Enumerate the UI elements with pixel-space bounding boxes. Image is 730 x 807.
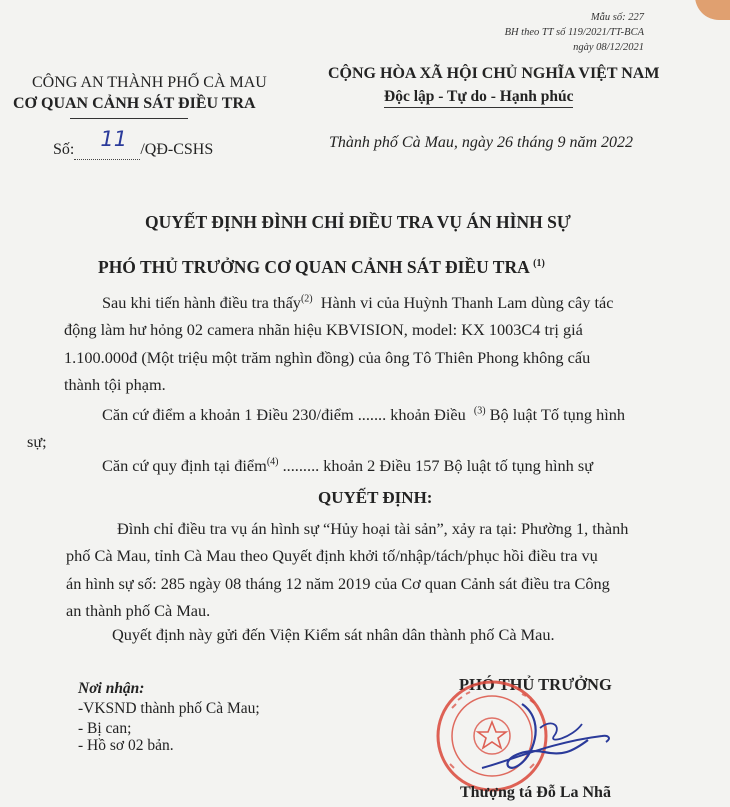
body-text: ......... khoản 2 Điều 157 Bộ luật tố tụng hình sự	[282, 456, 594, 475]
form-date: ngày 08/12/2021	[573, 42, 644, 53]
footnote-marker: (4)	[266, 456, 279, 468]
recipient-item: - Hồ sơ 02 bản.	[78, 737, 174, 754]
body-text: Sau khi tiến hành điều tra thấy	[102, 293, 301, 312]
body-line: động làm hư hỏng 02 camera nhãn hiệu KBVISION, model: KX 1003C4 trị giá	[64, 320, 583, 339]
body-line	[102, 456, 593, 476]
recipient-item: - Bị can;	[78, 720, 132, 737]
document-number	[53, 127, 214, 160]
signer-name: Thượng tá Đỗ La Nhã	[460, 784, 611, 801]
agency-department: CƠ QUAN CẢNH SÁT ĐIỀU TRA	[13, 95, 256, 112]
handwritten-number: 11	[100, 127, 128, 151]
body-line	[102, 405, 625, 425]
agency-name: CÔNG AN THÀNH PHỐ CÀ MAU	[32, 74, 267, 91]
signer-title: PHÓ THỦ TRƯỞNG	[459, 675, 612, 694]
decision-line: an thành phố Cà Mau.	[66, 601, 211, 620]
body-line	[102, 293, 613, 313]
body-line: thành tội phạm.	[64, 375, 166, 394]
decision-title: QUYẾT ĐỊNH ĐÌNH CHỈ ĐIỀU TRA VỤ ÁN HÌNH SỰ	[145, 212, 571, 232]
number-field	[74, 127, 140, 160]
body-text: Hành vi của Huỳnh Thanh Lam dùng cây tác	[320, 293, 614, 312]
footnote-marker: (2)	[300, 293, 313, 305]
stamp-and-signature	[412, 668, 622, 794]
paper-corner-decoration	[695, 0, 730, 20]
number-prefix: Số:	[53, 141, 75, 158]
number-suffix: /QĐ-CSHS	[140, 141, 214, 158]
recipients-heading: Nơi nhận:	[78, 680, 145, 697]
footnote-marker: (3)	[473, 405, 486, 417]
decision-line: Đình chỉ điều tra vụ án hình sự “Hủy hoại tài sản”, xảy ra tại: Phường 1, thành	[117, 519, 629, 538]
form-circular: BH theo TT số 119/2021/TT-BCA	[504, 27, 644, 38]
decision-line: án hình sự số: 285 ngày 08 tháng 12 năm 2019 của Cơ quan Cảnh sát điều tra Công	[66, 574, 610, 593]
republic-name: CỘNG HÒA XÃ HỘI CHỦ NGHĨA VIỆT NAM	[328, 65, 660, 82]
body-text: Căn cứ quy định tại điểm	[102, 456, 267, 475]
authority-footnote: (1)	[533, 258, 545, 270]
body-text: Bộ luật Tố tụng hình	[489, 405, 626, 424]
form-number: Mẫu số: 227	[590, 12, 644, 23]
authority-text: PHÓ THỦ TRƯỞNG CƠ QUAN CẢNH SÁT ĐIỀU TRA	[98, 257, 529, 277]
agency-underline	[70, 118, 188, 119]
decision-heading: QUYẾT ĐỊNH:	[318, 488, 433, 507]
place-date: Thành phố Cà Mau, ngày 26 tháng 9 năm 2022	[329, 134, 633, 151]
national-motto: Độc lập - Tự do - Hạnh phúc	[384, 88, 573, 108]
decision-line: phố Cà Mau, tỉnh Cà Mau theo Quyết định khởi tố/nhập/tách/phục hồi điều tra vụ	[66, 546, 598, 565]
issuing-authority	[98, 257, 545, 278]
official-seal	[438, 682, 546, 790]
body-text: Căn cứ điểm a khoản 1 Điều 230/điểm ....... khoản Điều	[102, 405, 466, 424]
decision-line: Quyết định này gửi đến Viện Kiểm sát nhân dân thành phố Cà Mau.	[112, 625, 555, 644]
body-line: sự;	[27, 432, 47, 451]
recipient-item: -VKSND thành phố Cà Mau;	[78, 700, 260, 717]
body-line: 1.100.000đ (Một triệu một trăm nghìn đồng) của ông Tô Thiên Phong không cấu	[64, 348, 591, 367]
